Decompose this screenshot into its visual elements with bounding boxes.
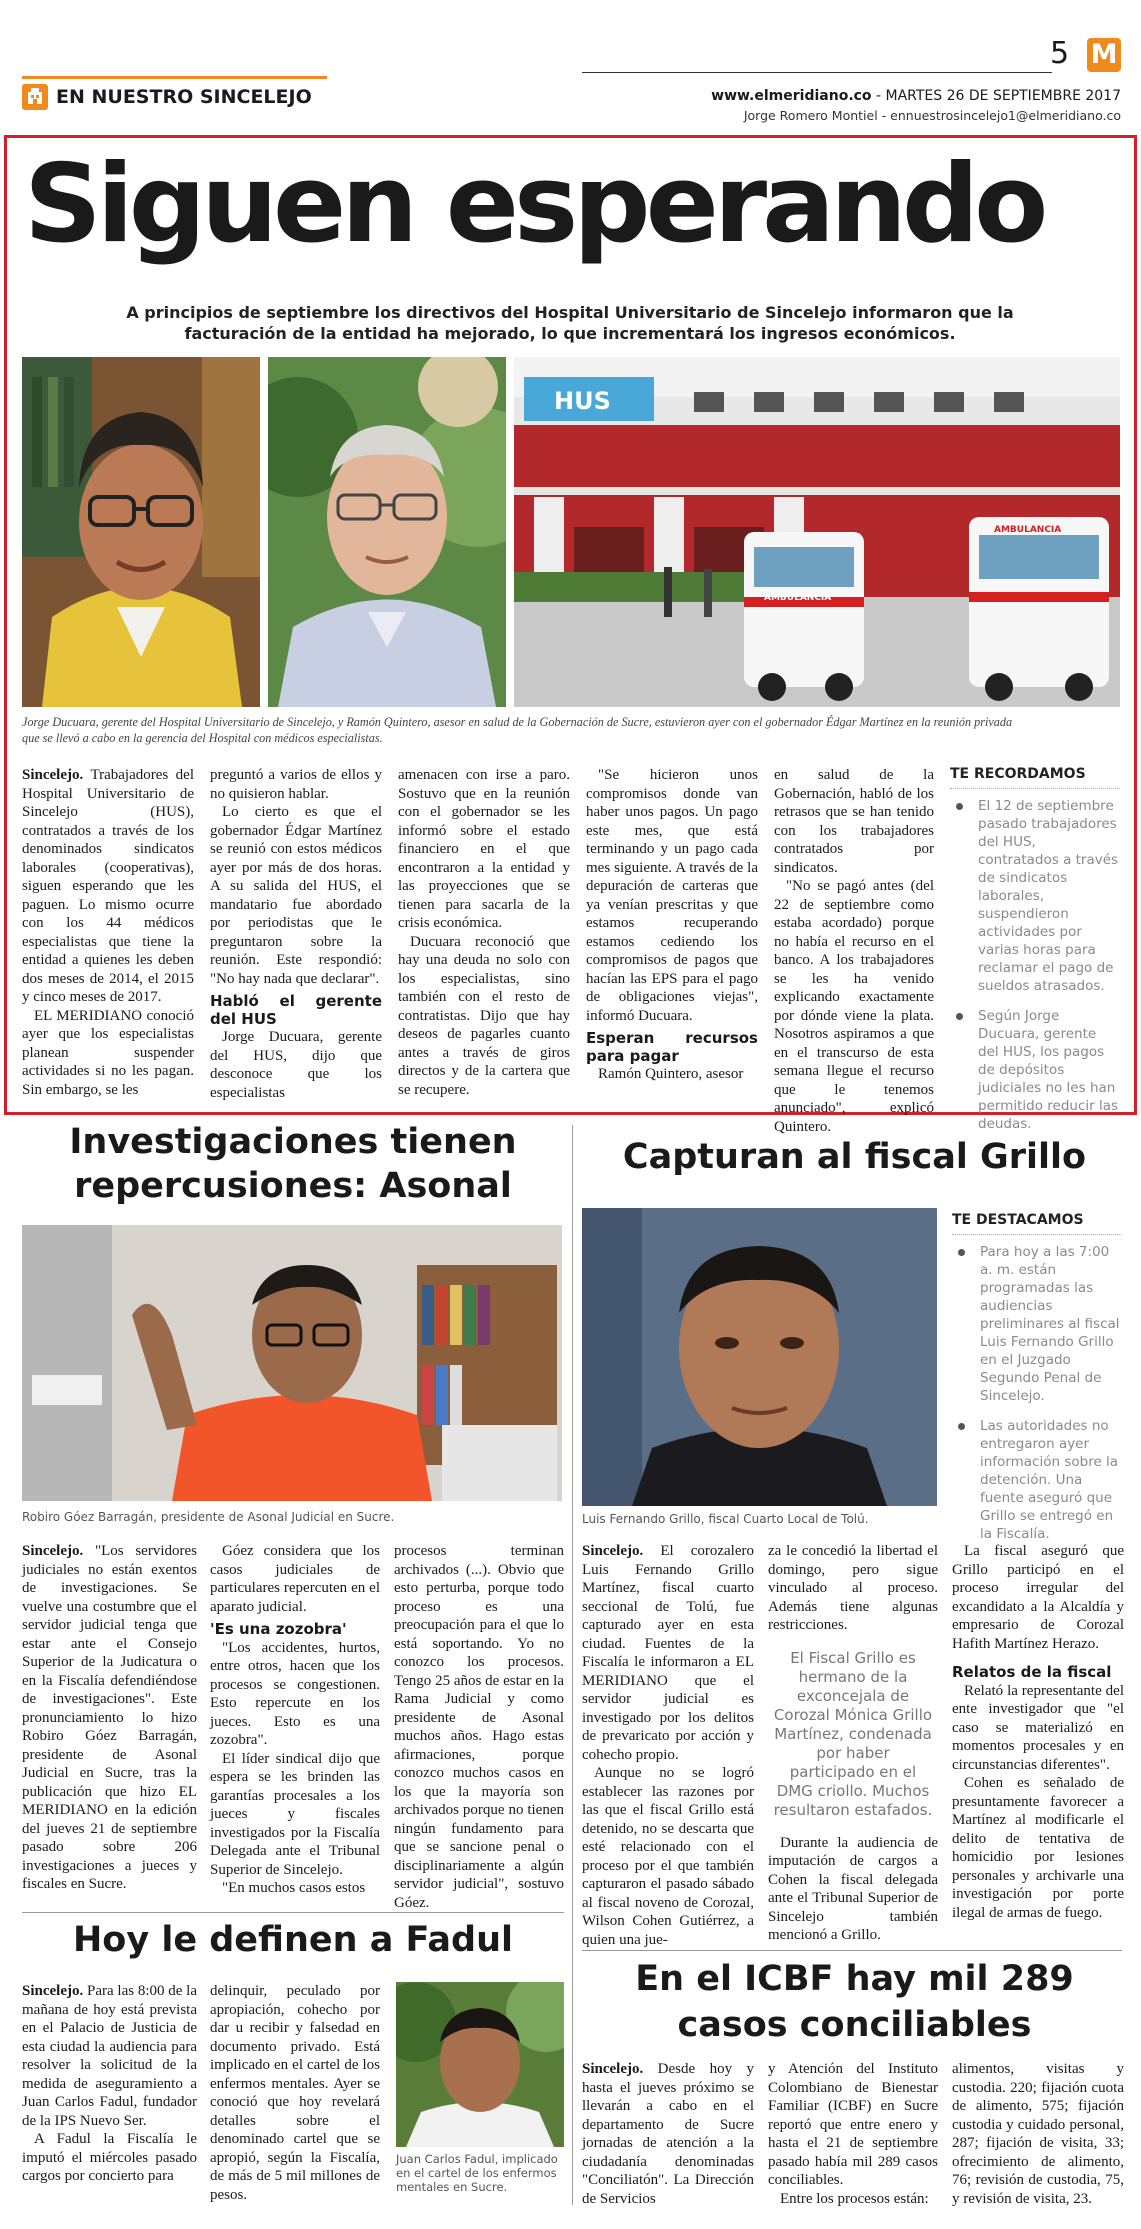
photo-goez: [22, 1225, 562, 1501]
main-col4a-text: "Se hicieron unos compromisos donde van haber unos pagos. Un pago este mes, que está terminando y un pago cada mes siguiente. A través de la depuración de carteras que ya venían prescritas y que estamos recuperando estamos cediendo los compromisos de pagos que hacían las EPS para el pago de obligaciones viejas", informó Ducuara.: [586, 767, 758, 1024]
icbf-col2-text: y Atención del Instituto Colombiano de Bienestar Familiar (ICBF) en Sucre reportó que entre enero y hasta el 21 de septiembre pasado había mil 289 casos conciliables.: [768, 2061, 938, 2188]
icbf-col-1: [582, 2060, 754, 2208]
icbf-headline-line-1: En el ICBF hay mil 289: [635, 1959, 1074, 1999]
grillo-dateline: Sincelejo.: [582, 1543, 644, 1559]
fadul-col-1: [22, 1982, 197, 2186]
site-date: [580, 88, 1121, 104]
asonal-headline: [18, 1120, 568, 1208]
main-col2b-text: Lo cierto es que el gobernador Édgar Martínez se reunió con estos médicos ayer por más de dos horas. A su salida del HUS, el mandatario fue abordado por periodistas que le preguntaron sobre la reunión. Este respondió: "No hay nada que declarar".: [210, 804, 382, 987]
main-dateline: Sincelejo.: [22, 767, 84, 783]
sidebar-recordamos-title: TE RECORDAMOS: [950, 766, 1086, 782]
fadul-photo-caption: Juan Carlos Fadul, implicado en el cartel de los enfermos mentales en Sucre.: [396, 2152, 558, 2194]
icbf-headline-line-2: casos conciliables: [677, 2005, 1032, 2045]
fadul-headline: Hoy le definen a Fadul: [73, 1920, 513, 1960]
deck-line-1: A principios de septiembre los directivos del Hospital Universitario de Sincelejo informaron que la: [126, 303, 1014, 322]
section-icon: [22, 84, 48, 110]
icbf-col3-text: alimentos, visitas y custodia. 220; fijación cuota de alimento, 575; fijación custodia y cuidado personal, 287; fijación de visita, 33; ofrecimiento de alimento, 76; revisión de custodia, 75, y revisión de visita, 23.: [952, 2061, 1124, 2207]
icbf-dateline: Sincelejo.: [582, 2061, 644, 2077]
caption-line-1: Jorge Ducuara, gerente del Hospital Universitario de Sincelejo, y Ramón Quintero, asesor en salud de la Gobernación de Sucre, estuvieron ayer con el gobernador Édgar Martínez en la reunión privada: [22, 715, 1013, 729]
grillo-col1b-text: Aunque no se logró establecer las razones por las que el fiscal Grillo está detenido, no se descarta que esté relacionado con el proceso por el que también capturaron el pasado sábado al fiscal noveno de Corozal, Wilson Cohen Gutiérrez, a quien una jue-: [582, 1765, 754, 1948]
main-col-1: [22, 766, 194, 1099]
asonal-col2a-text: Góez considera que los casos judiciales de particulares repercuten en el aparato judicial.: [210, 1543, 380, 1615]
section-rule: [22, 76, 327, 79]
main-col3a-text: amenacen con irse a paro. Sostuvo que en la reunión con el gobernador se les informó sobre el estado financiero en el que encontraron a la entidad y las proyecciones que se tienen para sacarla de la crisis económica.: [398, 767, 570, 931]
main-col-4: [586, 766, 758, 1084]
lower-right-rule: [582, 1950, 1122, 1951]
logo-letter: M: [1090, 39, 1118, 70]
fadul-col1-text: Para las 8:00 de la mañana de hoy está prevista en el Palacio de Justicia de esta ciudad la audiencia para resolver la solicitud de la medida de aseguramiento a Juan Carlos Fadul, fundador de la IPS Nuevo Ser.: [22, 1983, 198, 2129]
page-header: [0, 0, 1141, 135]
main-col3b-text: Ducuara reconoció que hay una deuda no solo con los especialistas, sino también con el resto de contratistas. Dijo que hay deseos de pagarles cuanto antes a través de giros directos y de la cartera que se recupere.: [398, 933, 570, 1098]
main-col-3: [398, 766, 570, 1099]
photo-hus-building: [514, 357, 1120, 707]
asonal-photo-caption: Robiro Góez Barragán, presidente de Asonal Judicial en Sucre.: [22, 1510, 395, 1524]
grillo-col3b-text: Relató la representante del ente investigador que "el caso se materializó en momentos procesales y en circunstancias diferentes".: [952, 1682, 1124, 1773]
sidebar-destacamos-title: TE DESTACAMOS: [952, 1212, 1084, 1228]
asonal-col-3: [394, 1542, 564, 1912]
sidebar-destacamos-list: [952, 1234, 1122, 1543]
grillo-headline: Capturan al fiscal Grillo: [622, 1137, 1087, 1177]
main-col1b-text: EL MERIDIANO conoció ayer que los especialistas planean suspender actividades si no les pagan. Sin embargo, se les: [22, 1007, 194, 1098]
asonal-subhead: 'Es una zozobra': [210, 1620, 347, 1638]
icbf-col1-text: Desde hoy y hasta el jueves próximo se llevarán a cabo en el departamento de Sucre jornadas de atención a la ciudadanía denominadas "Conciliatón". La Dirección de Servicios: [582, 2061, 754, 2207]
ambulance-label-2: AMBULANCIA: [994, 525, 1062, 535]
main-headline: Siguen esperando: [24, 142, 1044, 267]
main-deck: [30, 302, 1110, 344]
fadul-dateline: Sincelejo.: [22, 1983, 84, 1999]
grillo-pull-quote: El Fiscal Grillo es hermano de la exconcejala de Corozal Mónica Grillo Martínez, condenada por haber participado en el DMG criollo. Muchos resultaron estafados.: [773, 1648, 933, 1819]
sidebar-recordamos: [950, 766, 1120, 1145]
main-col5a-text: en salud de la Gobernación, habló de los retrasos que se han tenido con los trabajadores contratados por sindicatos.: [774, 767, 934, 876]
deck-line-2: facturación de la entidad ha mejorado, lo que incrementará los ingresos económicos.: [184, 324, 956, 343]
caption-line-2: que se llevó a cabo en la gerencia del Hospital con médicos especialistas.: [22, 731, 383, 745]
ambulance-label-1: AMBULANCIA: [764, 593, 832, 603]
column-divider: [572, 1125, 573, 2205]
asonal-col-1: [22, 1542, 197, 1894]
sidebar-recordamos-item-2: Según Jorge Ducuara, gerente del HUS, los pagos de depósitos judiciales no les han permitido reducir las deudas.: [950, 1007, 1120, 1133]
main-subhead-1: Habló el gerente del HUS: [210, 992, 382, 1028]
fadul-col1b-text: A Fadul la Fiscalía le imputó el miércoles pasado cargos por concierto para: [22, 2131, 197, 2184]
fadul-col-2: [210, 1982, 380, 2204]
asonal-col-2: [210, 1542, 380, 1898]
site-url[interactable]: www.elmeridiano.co: [711, 88, 872, 104]
hus-sign: HUS: [554, 387, 611, 415]
logo: [1087, 38, 1121, 72]
main-col2c-text: Jorge Ducuara, gerente del HUS, dijo que desconoce que los especialistas: [210, 1029, 382, 1101]
section-title: EN NUESTRO SINCELEJO: [56, 86, 312, 108]
main-col1-text: Trabajadores del Hospital Universitario de Sincelejo (HUS), contratados a través de los denominados sindicatos laborales (cooperativas), siguen esperando que les paguen. Lo mismo ocurre con los 44 médicos especialistas que tiene la entidad a quienes les deben dos meses de 2014, el 2015 y cinco meses de 2017.: [22, 767, 195, 1005]
main-col-5: [774, 766, 934, 1136]
grillo-col3a-text: La fiscal aseguró que Grillo participó en el proceso irregular del excandidato a la Alcaldía y empresario de Corozal Hafith Martínez Herazo.: [952, 1543, 1124, 1652]
grillo-col1-text: El corozalero Luis Fernando Grillo Martínez, fiscal cuarto seccional de Tolú, fue capturado ayer en esta ciudad. Fuentes de la Fiscalía le informaron a EL MERIDIANO que el servidor judicial es investigado por los delitos de prevaricato por acción y cohecho propio.: [582, 1543, 754, 1763]
asonal-headline-line-1: Investigaciones tienen: [69, 1122, 517, 1162]
main-col2a-text: preguntó a varios de ellos y no quisieron hablar.: [210, 767, 382, 802]
main-col5b-text: "No se pagó antes (del 22 de septiembre como estaba acordado) porque no había el recurso en el banco. A los trabajadores se les ha venido explicando exactamente por dónde viene la plata. Nosotros aspiramos a que en el transcurso de esta semana llegue el recurso que le tenemos anunciado", explicó Quintero.: [774, 878, 934, 1135]
icbf-col-3: [952, 2060, 1124, 2208]
fadul-col2-text: delinquir, peculado por apropiación, cohecho por dar u recibir y falsedad en documento privado. Está implicado en el cartel de los enfermos mentales. Ayer se conoció que hoy revelará detalles sobre el denominado cartel que se apropió, según la Fiscalía, de más de 5 mil millones de pesos.: [210, 1983, 380, 2203]
main-subhead-2: Esperan recursos para pagar: [586, 1029, 758, 1065]
photo-grillo: [582, 1208, 937, 1506]
photo-fadul: [396, 1982, 564, 2147]
sidebar-destacamos: [952, 1212, 1122, 1555]
asonal-col1-text: "Los servidores judiciales no están exentos de investigaciones. Se vuelve una costumbre que el servidor judicial tenga que estar ante el Consejo Superior de la Judicatura o en la Fiscalía defendiéndose de investigaciones". Este pronunciamiento lo hizo Robiro Góez Barragán, presidente de Asonal Judicial en Sucre, tras la publicación que hizo EL MERIDIANO en la edición del jueves 21 de septiembre pasado sobre 206 investigaciones a jueces y fiscales en Sucre.: [22, 1543, 197, 1892]
sidebar-recordamos-list: [950, 788, 1120, 1133]
grillo-col2b-text: Durante la audiencia de imputación de cargos a Cohen la fiscal delegada ante el Tribunal Superior de Sincelejo también mencionó a Grillo.: [768, 1834, 938, 1943]
issue-date: - MARTES 26 DE SEPTIEMBRE 2017: [876, 88, 1121, 104]
main-col4b-text: Ramón Quintero, asesor: [598, 1066, 744, 1082]
asonal-col2b-text: "Los accidentes, hurtos, entre otros, hacen que los procesos se congestionen. Esto repercute en los jueces. Esto es una zozobra".: [210, 1639, 380, 1748]
lower-left-rule: [22, 1912, 564, 1913]
photo-quintero: [268, 357, 506, 707]
asonal-col2c-text: El líder sindical dijo que espera se les brinden las garantías procesales a los jueces y fiscales investigados por la Fiscalía Delegada ante el Tribunal Superior de Sincelejo.: [210, 1750, 380, 1878]
asonal-col2d-text: "En muchos casos estos: [222, 1880, 366, 1896]
grillo-col-1: [582, 1542, 754, 1949]
grillo-col3c-text: Cohen es señalado de presuntamente favorecer a Martínez al modificarle el delito de tentativa de homicidio por lesiones personales y archivarle una investigación por porte ilegal de armas de fuego.: [952, 1775, 1124, 1921]
icbf-col-2: [768, 2060, 938, 2208]
top-rule: [582, 72, 1052, 73]
page-number: 5: [1050, 36, 1070, 71]
asonal-headline-line-2: repercusiones: Asonal: [74, 1166, 512, 1206]
icbf-col2b-text: Entre los procesos están:: [780, 2190, 929, 2207]
grillo-subhead: Relatos de la fiscal: [952, 1663, 1112, 1681]
main-photo-caption: [22, 714, 1122, 746]
main-col-2: [210, 766, 382, 1102]
sidebar-destacamos-item-1: Para hoy a las 7:00 a. m. están programadas las audiencias preliminares al fiscal Luis Fernando Grillo en el Juzgado Segundo Penal de Sincelejo.: [952, 1243, 1122, 1405]
byline: Jorge Romero Montiel - ennuestrosincelejo1@elmeridiano.co: [743, 108, 1121, 123]
icbf-headline: [582, 1956, 1127, 2048]
grillo-col-2: [768, 1542, 938, 1945]
sidebar-recordamos-item-1: El 12 de septiembre pasado trabajadores del HUS, contratados a través de sindicatos laborales, suspendieron actividades por varias horas para reclamar el pago de sueldos atrasados.: [950, 797, 1120, 995]
photo-ducuara: [22, 357, 260, 707]
asonal-col3-text: procesos terminan archivados (...). Obvio que esto perturba, porque todo proceso es una preocupación para el que lo está soportando. Yo no conozco los procesos. Tengo 25 años de estar en la Rama Judicial y como presidente de Asonal muchos años. Hago estas afirmaciones, porque conozco muchos casos en los que la mayoría son archivados porque no tienen ningún fundamento para que se sancione penal o disciplinariamente a algún servidor judicial", sostuvo Góez.: [394, 1543, 564, 1911]
grillo-photo-caption: Luis Fernando Grillo, fiscal Cuarto Local de Tolú.: [582, 1512, 869, 1526]
sidebar-destacamos-item-2: Las autoridades no entregaron ayer información sobre la detención. Una fuente aseguró que Grillo se entregó en la Fiscalía.: [952, 1417, 1122, 1543]
asonal-dateline: Sincelejo.: [22, 1543, 84, 1559]
grillo-col2a-text: za le concedió la libertad el domingo, pero sigue vinculado al proceso. Además tiene algunas restricciones.: [768, 1543, 938, 1633]
grillo-col-3: [952, 1542, 1124, 1922]
